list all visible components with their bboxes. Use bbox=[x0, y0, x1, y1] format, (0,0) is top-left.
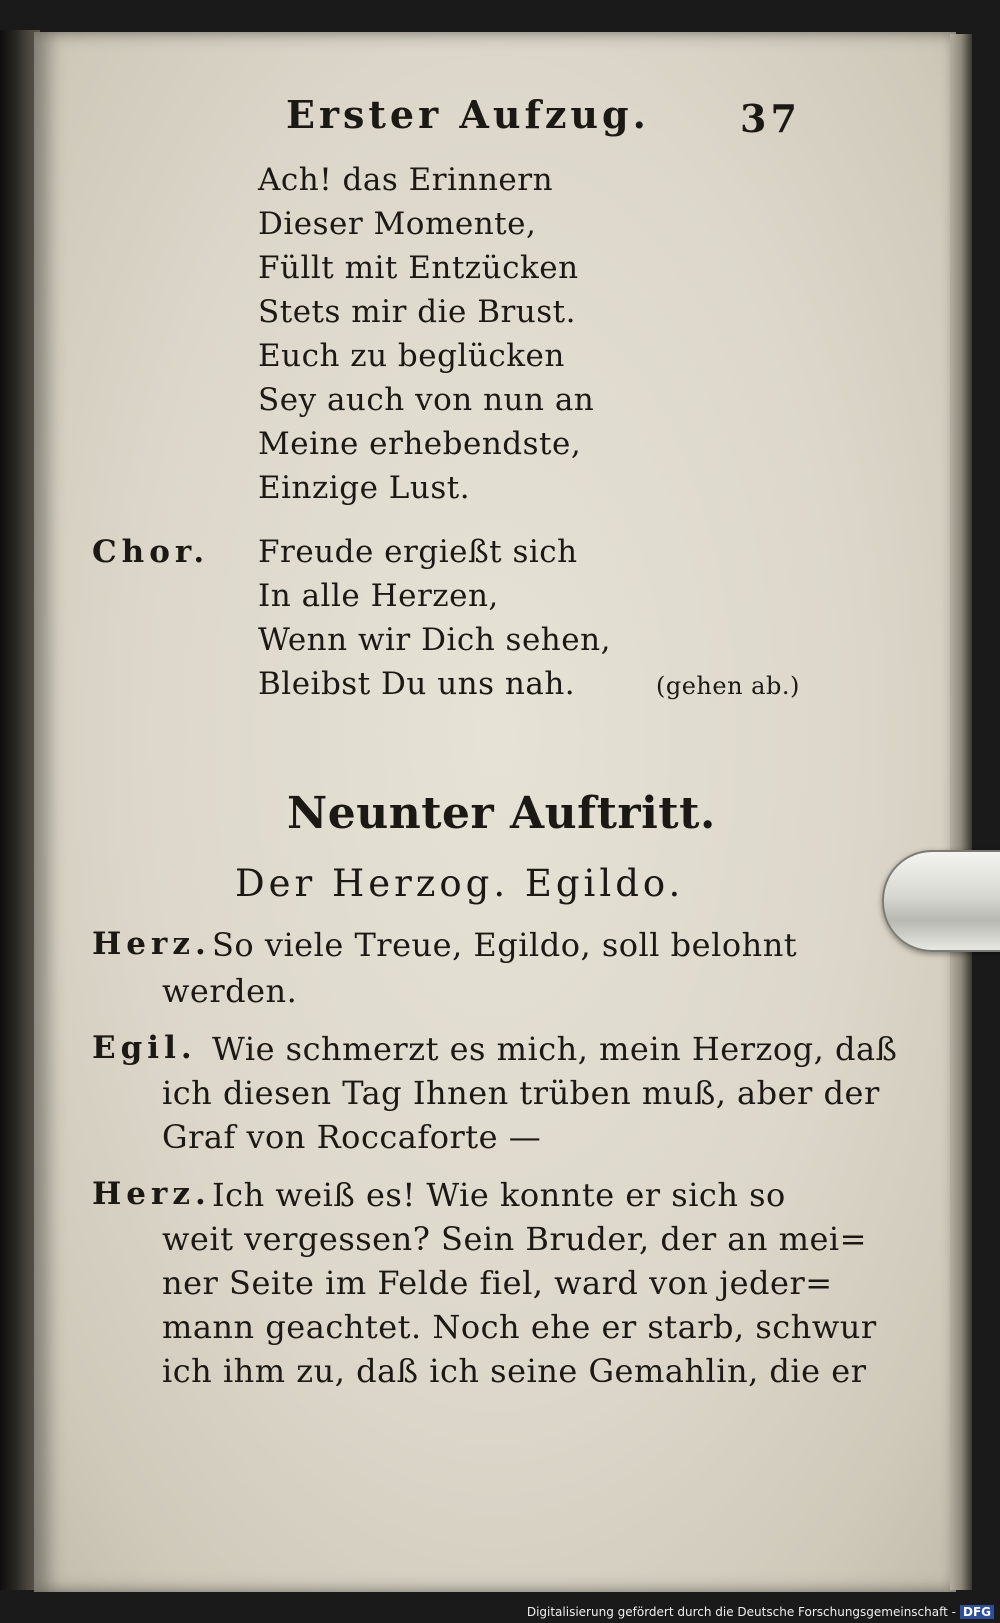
cast-list: Der Herzog. Egildo. bbox=[235, 862, 685, 905]
running-title: Erster Aufzug. bbox=[286, 92, 650, 137]
verse-line: Stets mir die Brust. bbox=[258, 294, 576, 330]
verse-line: Dieser Momente, bbox=[258, 206, 537, 242]
dialogue-line: So viele Treue, Egildo, soll belohnt bbox=[212, 926, 798, 964]
speaker-label: Chor. bbox=[92, 534, 210, 570]
page-number: 37 bbox=[740, 96, 801, 141]
chorus-line: In alle Herzen, bbox=[258, 578, 499, 614]
dialogue-line: Graf von Roccaforte — bbox=[162, 1118, 542, 1156]
speaker-label: Egil. bbox=[92, 1030, 197, 1066]
verse-line: Füllt mit Entzücken bbox=[258, 250, 579, 286]
credit-text: Digitalisierung gefördert durch die Deutsche Forschungsgemeinschaft - bbox=[526, 1605, 956, 1619]
digitization-credit bbox=[0, 1601, 1000, 1623]
chorus-line: Bleibst Du uns nah. bbox=[258, 666, 576, 702]
dialogue-line: Ich weiß es! Wie konnte er sich so bbox=[212, 1176, 786, 1214]
dialogue-line: mann geachtet. Noch ehe er starb, schwur bbox=[162, 1308, 877, 1346]
chorus-line: Freude ergießt sich bbox=[258, 534, 578, 570]
verse-line: Sey auch von nun an bbox=[258, 382, 595, 418]
verse-line: Ach! das Erinnern bbox=[258, 162, 554, 198]
dialogue-line: ich ihm zu, daß ich seine Gemahlin, die er bbox=[162, 1352, 867, 1390]
chorus-line: Wenn wir Dich sehen, bbox=[258, 622, 611, 658]
dialogue-line: ner Seite im Felde fiel, ward von jeder= bbox=[162, 1264, 833, 1302]
dfg-logo: DFG bbox=[960, 1605, 994, 1619]
stage-direction: (gehen ab.) bbox=[656, 672, 800, 700]
speaker-label: Herz. bbox=[92, 1176, 211, 1212]
speaker-label: Herz. bbox=[92, 926, 211, 962]
dialogue-line: werden. bbox=[162, 972, 298, 1010]
dialogue-line: Wie schmerzt es mich, mein Herzog, daß bbox=[212, 1030, 898, 1068]
page-edge bbox=[950, 34, 972, 1590]
verse-line: Euch zu beglücken bbox=[258, 338, 565, 374]
page-clip bbox=[882, 850, 1000, 952]
scene-title: Neunter Auftritt. bbox=[287, 788, 716, 839]
dialogue-line: ich diesen Tag Ihnen trüben muß, aber der bbox=[162, 1074, 880, 1112]
verse-line: Einzige Lust. bbox=[258, 470, 471, 506]
dialogue-line: weit vergessen? Sein Bruder, der an mei= bbox=[162, 1220, 867, 1258]
verse-line: Meine erhebendste, bbox=[258, 426, 582, 462]
